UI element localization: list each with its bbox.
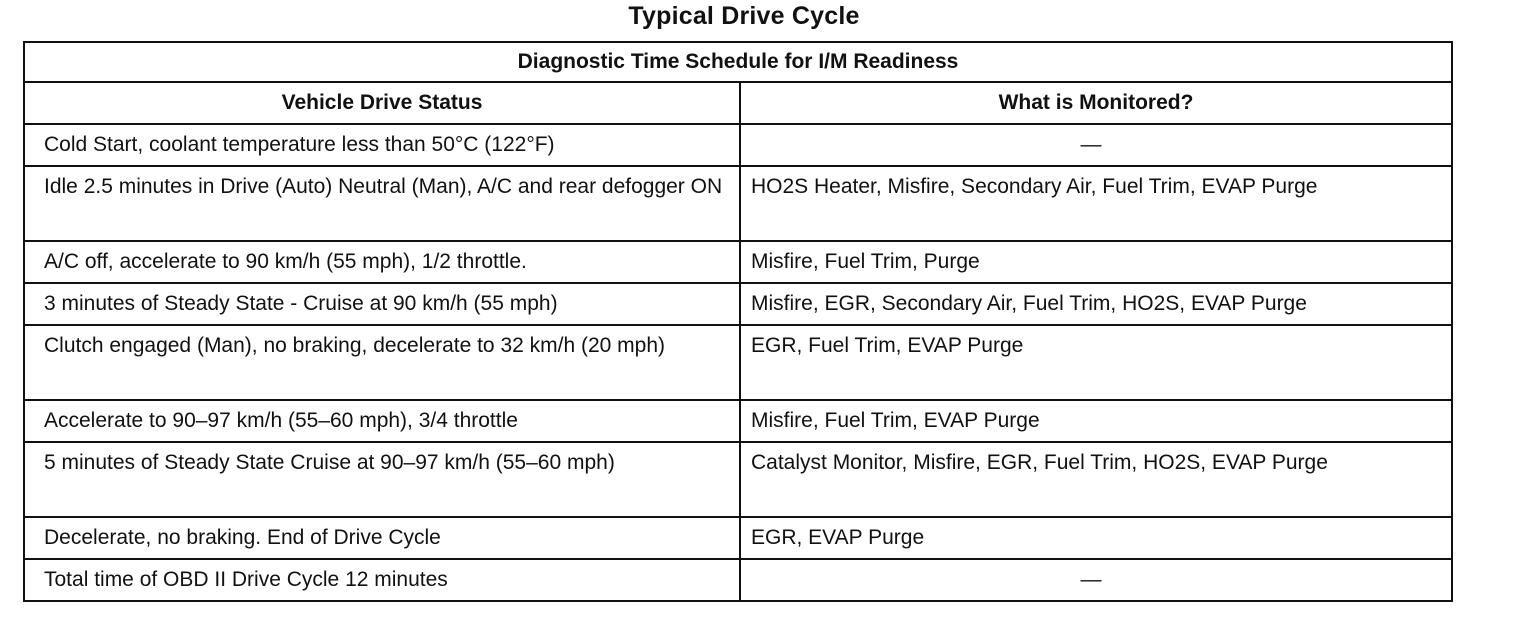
page-title: Typical Drive Cycle <box>628 2 860 30</box>
monitored-cell: Misfire, Fuel Trim, Purge <box>740 241 1452 283</box>
table-row <box>24 241 1452 283</box>
monitored-cell <box>740 124 1452 166</box>
monitored-cell <box>740 559 1452 601</box>
drive-status-cell: Idle 2.5 minutes in Drive (Auto) Neutral (Man), A/C and rear defogger ON <box>24 166 740 241</box>
table-row <box>24 124 1452 166</box>
monitored-cell: EGR, EVAP Purge <box>740 517 1452 559</box>
table-row <box>24 442 1452 517</box>
monitored-cell: EGR, Fuel Trim, EVAP Purge <box>740 325 1452 400</box>
table-caption: Diagnostic Time Schedule for I/M Readiness <box>24 42 1452 82</box>
drive-status-cell: Accelerate to 90–97 km/h (55–60 mph), 3/4 throttle <box>24 400 740 442</box>
table-caption-row <box>24 42 1452 82</box>
table-row <box>24 166 1452 241</box>
table-row <box>24 325 1452 400</box>
table-row <box>24 517 1452 559</box>
drive-status-cell: 3 minutes of Steady State - Cruise at 90 km/h (55 mph) <box>24 283 740 325</box>
drive-status-cell: Clutch engaged (Man), no braking, decelerate to 32 km/h (20 mph) <box>24 325 740 400</box>
table-row <box>24 559 1452 601</box>
drive-status-cell: A/C off, accelerate to 90 km/h (55 mph), 1/2 throttle. <box>24 241 740 283</box>
drive-status-cell: Total time of OBD II Drive Cycle 12 minutes <box>24 559 740 601</box>
monitored-cell: Misfire, EGR, Secondary Air, Fuel Trim, HO2S, EVAP Purge <box>740 283 1452 325</box>
drive-status-cell: Decelerate, no braking. End of Drive Cycle <box>24 517 740 559</box>
monitored-cell: Catalyst Monitor, Misfire, EGR, Fuel Trim, HO2S, EVAP Purge <box>740 442 1452 517</box>
column-header-drive-status: Vehicle Drive Status <box>24 82 740 124</box>
drive-status-cell: 5 minutes of Steady State Cruise at 90–97 km/h (55–60 mph) <box>24 442 740 517</box>
table-header-row <box>24 82 1452 124</box>
dash-mark: — <box>1080 568 1102 591</box>
monitored-cell: Misfire, Fuel Trim, EVAP Purge <box>740 400 1452 442</box>
dash-mark: — <box>1080 133 1102 156</box>
monitored-cell: HO2S Heater, Misfire, Secondary Air, Fuel Trim, EVAP Purge <box>740 166 1452 241</box>
table-row <box>24 283 1452 325</box>
drive-cycle-table <box>23 41 1453 602</box>
table-row <box>24 400 1452 442</box>
column-header-monitored: What is Monitored? <box>740 82 1452 124</box>
drive-status-cell: Cold Start, coolant temperature less than 50°C (122°F) <box>24 124 740 166</box>
